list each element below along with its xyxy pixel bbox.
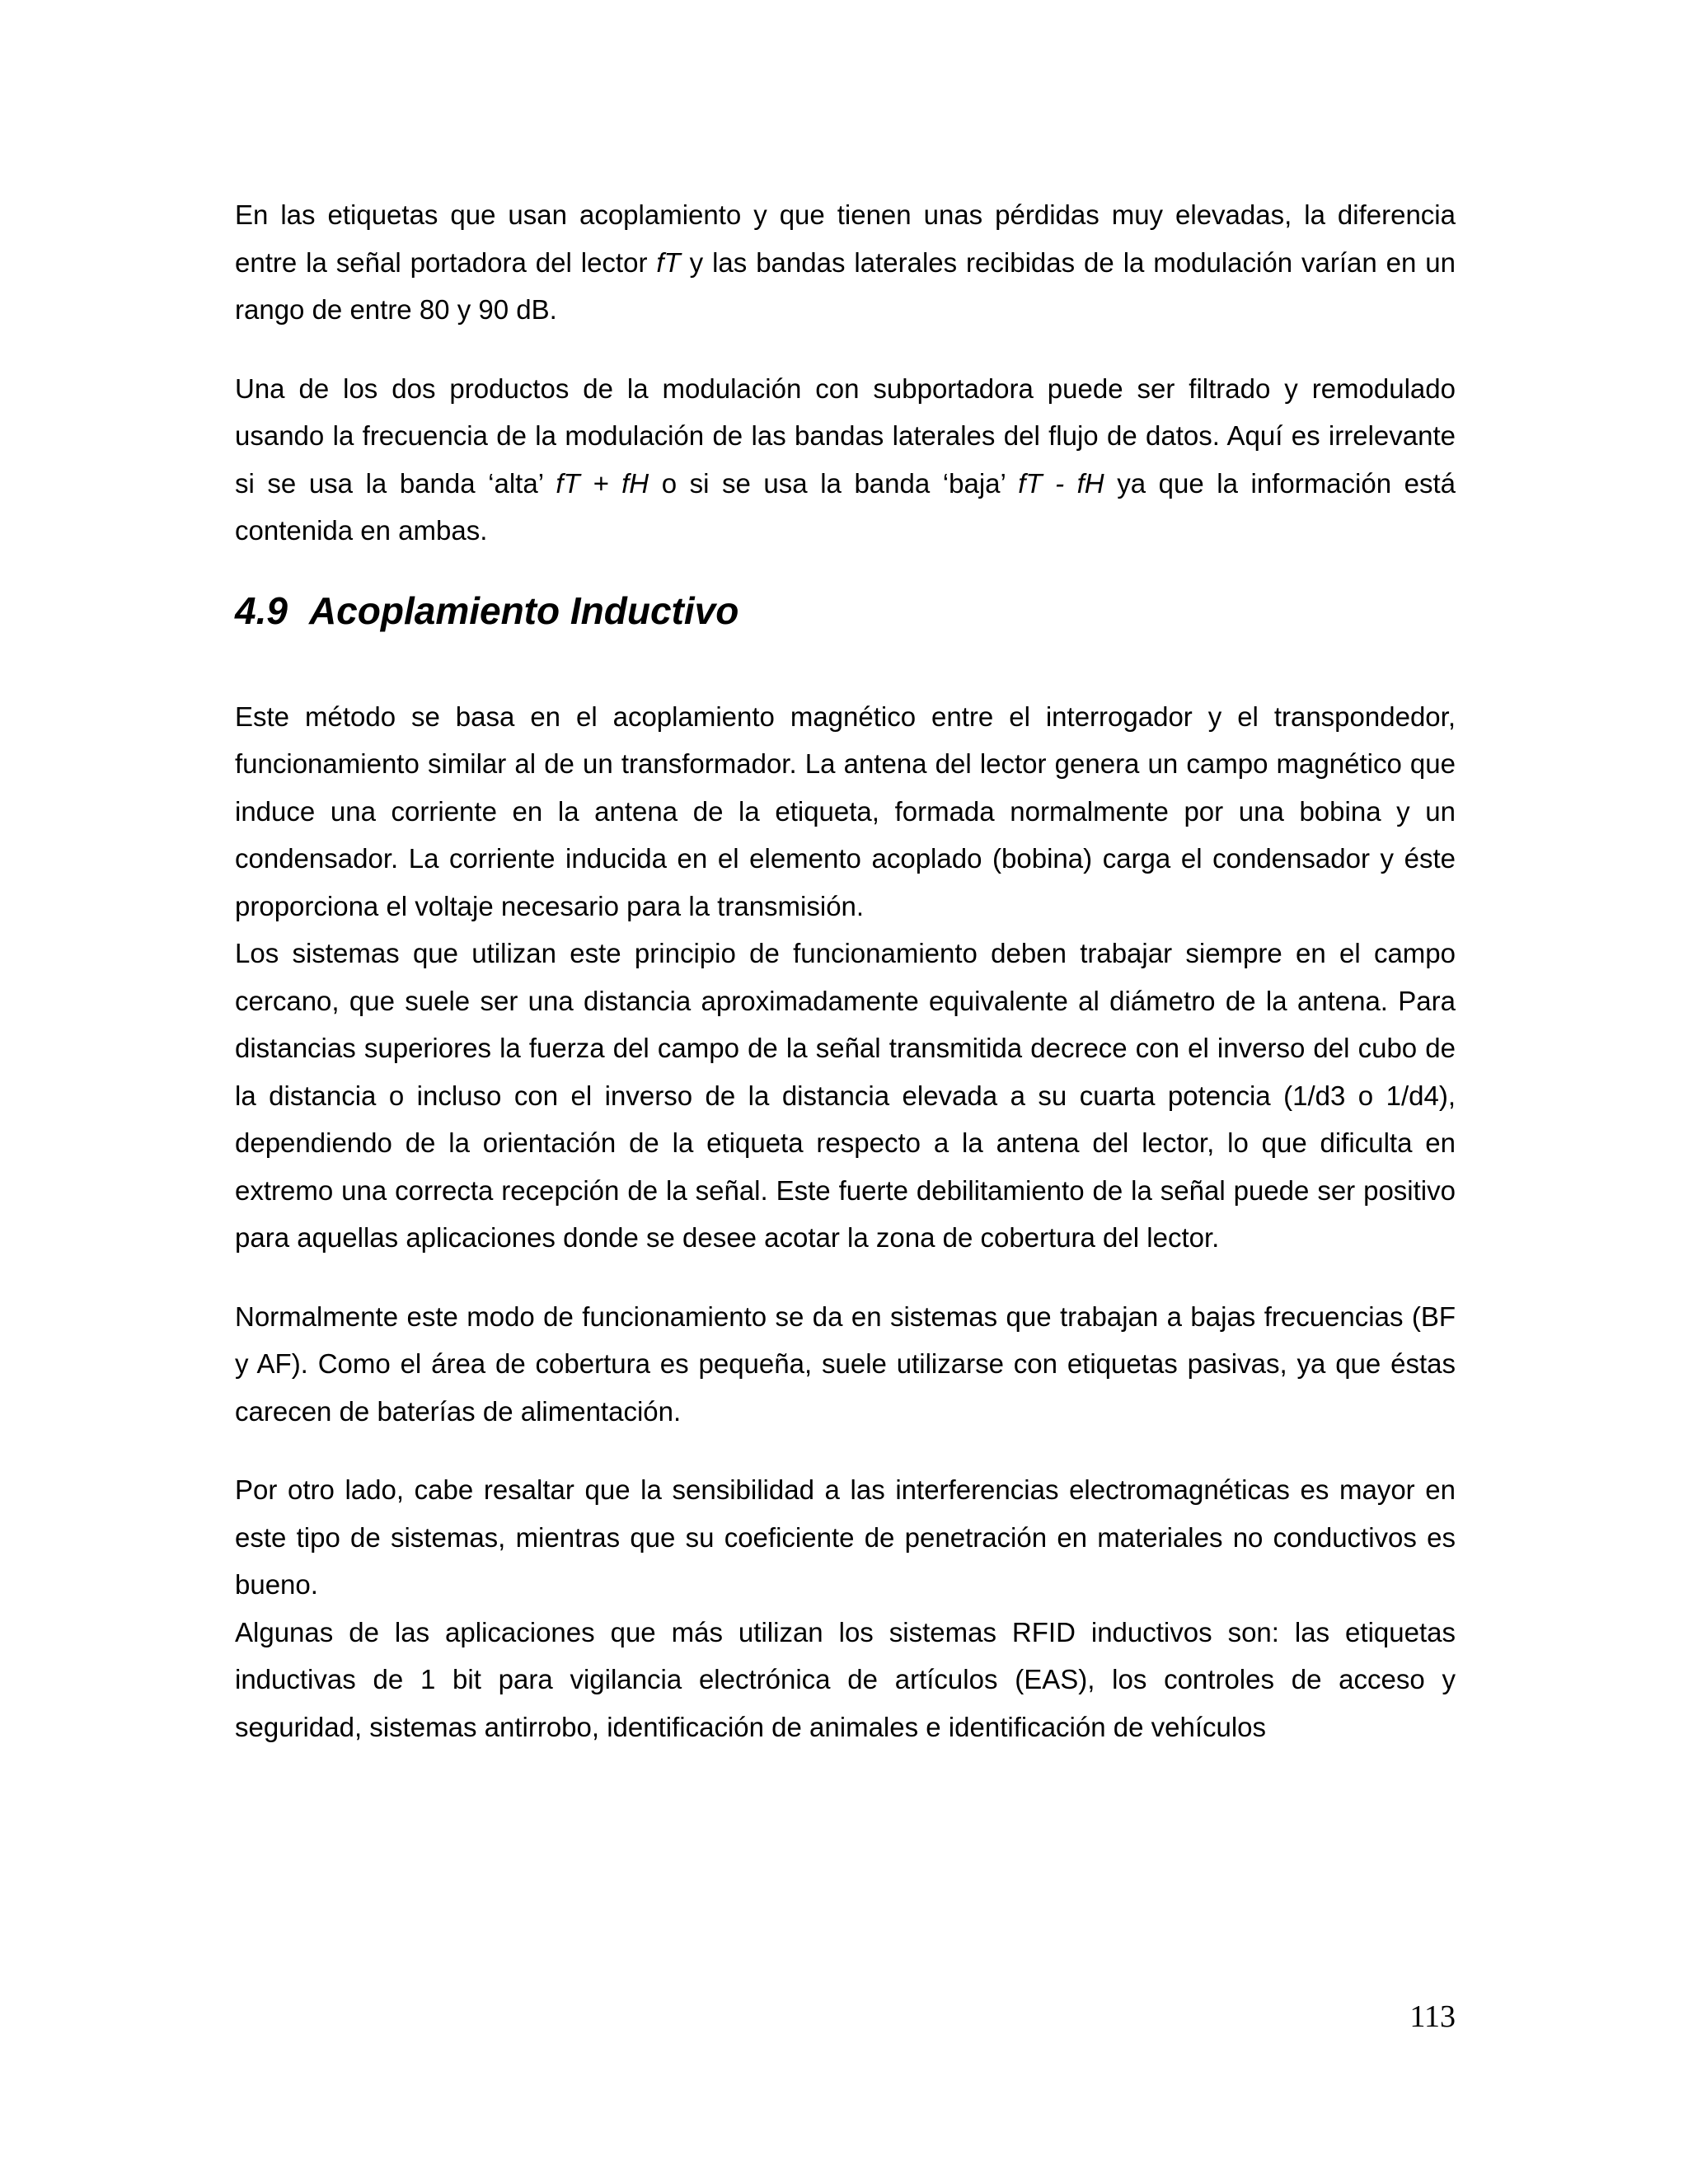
text-run: Normalmente este modo de funcionamiento se da en sistemas que trabajan a bajas frecuencias (BF y AF). Como el área de cobertura es pequeña, suele utilizarse con etiquetas pasivas, ya que éstas carecen de baterías de alimentación.	[235, 1301, 1456, 1427]
paragraph	[235, 930, 1456, 1262]
paragraph	[235, 1293, 1456, 1436]
italic-text: fT	[656, 246, 681, 278]
text-run: Este método se basa en el acoplamiento magnético entre el interrogador y el transpondedor, funcionamiento similar al de un transformador. La antena del lector genera un campo magnético que induce una corriente en la antena de la etiqueta, formada normalmente por una bobina y un condensador. La corriente inducida en el elemento acoplado (bobina) carga el condensador y éste proporciona el voltaje necesario para la transmisión.	[235, 701, 1456, 921]
text-run: y las bandas laterales recibidas de la modulación varían en un rango de entre 80 y 90 dB.	[235, 246, 1456, 325]
paragraph	[235, 191, 1456, 334]
text-run: Los sistemas que utilizan este principio de funcionamiento deben trabajar siempre en el campo cercano, que suele ser una distancia aproximadamente equivalente al diámetro de la antena. Para distancias superiores la fuerza del campo de la señal transmitida decrece con el inverso del cubo de la distancia o incluso con el inverso de la distancia elevada a su cuarta potencia (1/d3 o 1/d4), dependiendo de la orientación de la etiqueta respecto a la antena del lector, lo que dificulta en extremo una correcta recepción de la señal. Este fuerte debilitamiento de la señal puede ser positivo para aquellas aplicaciones donde se desee acotar la zona de cobertura del lector.	[235, 938, 1456, 1253]
paragraph	[235, 365, 1456, 555]
page-body	[235, 191, 1456, 1750]
section-number: 4.9	[235, 588, 288, 632]
italic-text: fT - fH	[1018, 467, 1104, 499]
text-run: o si se usa la banda ‘baja’	[649, 467, 1019, 499]
section-paragraphs	[235, 693, 1456, 1751]
page-number: 113	[1409, 1999, 1456, 2034]
section-heading	[235, 586, 1456, 635]
intro-paragraphs	[235, 191, 1456, 555]
text-run: En las etiquetas que usan acoplamiento y que tienen unas pérdidas muy elevadas, la diferencia entre la señal portadora del lector	[235, 199, 1456, 278]
text-run: ya que la información está contenida en ambas.	[235, 467, 1456, 546]
paragraph	[235, 1609, 1456, 1751]
text-run: Una de los dos productos de la modulación con subportadora puede ser filtrado y remodulado usando la frecuencia de la modulación de las bandas laterales del flujo de datos. Aquí es irrelevante si se usa la banda ‘alta’	[235, 373, 1456, 499]
text-run: Algunas de las aplicaciones que más utilizan los sistemas RFID inductivos son: las etiquetas inductivas de 1 bit para vigilancia electrónica de artículos (EAS), los controles de acceso y seguridad, sistemas antirrobo, identificación de animales e identificación de vehículos	[235, 1616, 1456, 1742]
text-run: Por otro lado, cabe resaltar que la sensibilidad a las interferencias electromagnéticas es mayor en este tipo de sistemas, mientras que su coeficiente de penetración en materiales no conductivos es bueno.	[235, 1474, 1456, 1600]
section-title: Acoplamiento Inductivo	[308, 588, 739, 632]
italic-text: fT + fH	[556, 467, 649, 499]
paragraph	[235, 693, 1456, 930]
paragraph	[235, 1466, 1456, 1609]
